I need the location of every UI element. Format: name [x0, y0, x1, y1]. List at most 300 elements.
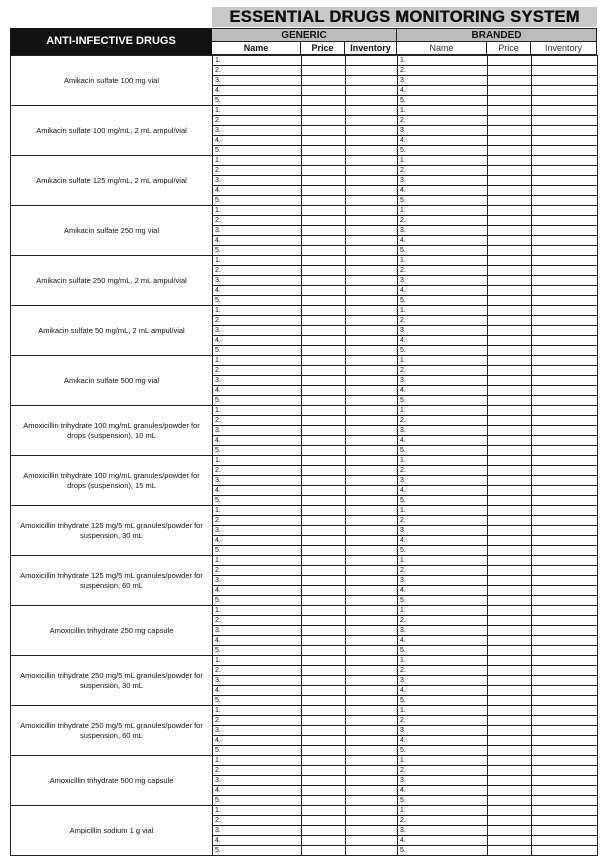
generic-name-cell: 1. [213, 206, 302, 216]
branded-name-cell: 1. [398, 256, 488, 266]
generic-price-cell [302, 346, 346, 356]
branded-price-cell [488, 516, 532, 526]
branded-inventory-cell [532, 586, 598, 596]
generic-price-cell [302, 696, 346, 706]
generic-price-cell [302, 366, 346, 376]
generic-inventory-cell [346, 376, 398, 386]
generic-inventory-cell [346, 276, 398, 286]
branded-inventory-cell [532, 286, 598, 296]
generic-price-cell [302, 386, 346, 396]
generic-price-cell [302, 546, 346, 556]
branded-price-cell [488, 556, 532, 566]
generic-inventory-cell [346, 446, 398, 456]
generic-price-cell [302, 176, 346, 186]
branded-name-cell: 5. [398, 446, 488, 456]
generic-inventory-cell [346, 126, 398, 136]
branded-inventory-cell [532, 376, 598, 386]
branded-inventory-cell [532, 406, 598, 416]
generic-inventory-cell [346, 216, 398, 226]
branded-price-cell [488, 526, 532, 536]
drug-name-cell: Amikacin sulfate 100 mg vial [11, 56, 213, 106]
branded-inventory-cell [532, 306, 598, 316]
generic-inventory-cell [346, 306, 398, 316]
branded-name-cell: 3. [398, 826, 488, 836]
branded-inventory-cell [532, 546, 598, 556]
generic-price-cell [302, 446, 346, 456]
generic-inventory-cell [346, 836, 398, 846]
generic-inventory-cell [346, 156, 398, 166]
branded-name-cell: 1. [398, 356, 488, 366]
generic-inventory-cell [346, 356, 398, 366]
drug-name-cell: Amoxicillin trihydrate 125 mg/5 mL granules/powder for suspension, 60 mL [11, 556, 213, 606]
branded-inventory-cell [532, 456, 598, 466]
branded-name-cell: 5. [398, 696, 488, 706]
branded-price-cell [488, 106, 532, 116]
branded-price-cell [488, 716, 532, 726]
branded-price-cell [488, 646, 532, 656]
table-row [11, 156, 598, 166]
branded-inventory-cell [532, 696, 598, 706]
generic-name-cell: 3. [213, 776, 302, 786]
generic-price-cell [302, 266, 346, 276]
generic-inventory-cell [346, 96, 398, 106]
branded-inventory-cell [532, 706, 598, 716]
drug-name-cell: Ampicillin sodium 1 g vial [11, 806, 213, 856]
generic-name-cell: 2. [213, 666, 302, 676]
generic-inventory-cell [346, 406, 398, 416]
generic-inventory-cell [346, 66, 398, 76]
branded-inventory-cell [532, 806, 598, 816]
table-row [11, 456, 598, 466]
branded-name-cell: 2. [398, 116, 488, 126]
branded-inventory-cell [532, 226, 598, 236]
branded-name-cell: 4. [398, 286, 488, 296]
branded-price-cell [488, 636, 532, 646]
branded-name-cell: 5. [398, 296, 488, 306]
generic-name-cell: 4. [213, 186, 302, 196]
branded-price-cell [488, 496, 532, 506]
generic-price-cell [302, 736, 346, 746]
branded-name-cell: 5. [398, 546, 488, 556]
generic-price-cell [302, 426, 346, 436]
branded-price-cell [488, 276, 532, 286]
generic-name-cell: 3. [213, 626, 302, 636]
generic-inventory-cell [346, 466, 398, 476]
form-title: ESSENTIAL DRUGS MONITORING SYSTEM [212, 7, 597, 27]
branded-price-cell [488, 96, 532, 106]
branded-name-cell: 4. [398, 686, 488, 696]
generic-price-cell [302, 246, 346, 256]
generic-name-cell: 4. [213, 686, 302, 696]
branded-inventory-cell [532, 316, 598, 326]
branded-name-cell: 1. [398, 606, 488, 616]
generic-price-cell [302, 596, 346, 606]
generic-name-cell: 3. [213, 576, 302, 586]
generic-name-cell: 5. [213, 196, 302, 206]
generic-price-cell [302, 146, 346, 156]
branded-name-cell: 1. [398, 56, 488, 66]
generic-name-cell: 4. [213, 436, 302, 446]
branded-inventory-cell [532, 656, 598, 666]
branded-price-cell [488, 166, 532, 176]
branded-price-cell [488, 536, 532, 546]
branded-name-cell: 3. [398, 76, 488, 86]
branded-name-cell: 4. [398, 486, 488, 496]
branded-inventory-cell [532, 276, 598, 286]
generic-price-cell [302, 656, 346, 666]
drug-name-cell: Amoxicillin trihydrate 500 mg capsule [11, 756, 213, 806]
branded-price-cell [488, 826, 532, 836]
branded-inventory-cell [532, 776, 598, 786]
generic-inventory-cell [346, 776, 398, 786]
branded-name-cell: 3. [398, 576, 488, 586]
generic-name-cell: 5. [213, 296, 302, 306]
generic-price-cell [302, 126, 346, 136]
generic-inventory-cell [346, 226, 398, 236]
generic-inventory-cell [346, 566, 398, 576]
generic-name-cell: 4. [213, 286, 302, 296]
generic-price-cell [302, 456, 346, 466]
branded-price-cell [488, 216, 532, 226]
branded-inventory-cell [532, 786, 598, 796]
branded-inventory-cell [532, 256, 598, 266]
branded-price-cell [488, 626, 532, 636]
branded-inventory-cell [532, 356, 598, 366]
branded-price-cell [488, 466, 532, 476]
generic-inventory-cell [346, 326, 398, 336]
generic-inventory-cell [346, 336, 398, 346]
branded-name-cell: 3. [398, 726, 488, 736]
branded-price-cell [488, 356, 532, 366]
branded-name-cell: 1. [398, 756, 488, 766]
generic-price-cell [302, 66, 346, 76]
generic-price-cell [302, 806, 346, 816]
branded-name-cell: 1. [398, 206, 488, 216]
generic-price-cell [302, 846, 346, 856]
generic-inventory-cell [346, 786, 398, 796]
generic-name-cell: 5. [213, 146, 302, 156]
branded-inventory-cell [532, 436, 598, 446]
generic-name-cell: 4. [213, 786, 302, 796]
table-row [11, 406, 598, 416]
branded-name-cell: 4. [398, 636, 488, 646]
branded-inventory-cell [532, 816, 598, 826]
branded-price-cell [488, 256, 532, 266]
drug-name-cell: Amikacin sulfate 125 mg/mL, 2 mL ampul/vial [11, 156, 213, 206]
branded-name-cell: 2. [398, 66, 488, 76]
branded-price-cell [488, 486, 532, 496]
branded-inventory-cell [532, 826, 598, 836]
branded-name-cell: 1. [398, 406, 488, 416]
branded-price-cell [488, 766, 532, 776]
table-row [11, 56, 598, 66]
branded-name-cell: 5. [398, 96, 488, 106]
generic-name-cell: 1. [213, 506, 302, 516]
generic-name-cell: 1. [213, 606, 302, 616]
generic-inventory-cell [346, 76, 398, 86]
branded-price-cell [488, 666, 532, 676]
generic-name-cell: 1. [213, 106, 302, 116]
generic-price-cell [302, 796, 346, 806]
branded-price-cell [488, 186, 532, 196]
branded-name-cell: 1. [398, 556, 488, 566]
branded-inventory-cell [532, 136, 598, 146]
branded-inventory-cell [532, 206, 598, 216]
generic-name-cell: 3. [213, 276, 302, 286]
generic-name-cell: 5. [213, 446, 302, 456]
generic-name-header: Name [212, 41, 301, 55]
branded-price-cell [488, 236, 532, 246]
branded-name-cell: 1. [398, 806, 488, 816]
generic-inventory-cell [346, 186, 398, 196]
generic-price-cell [302, 196, 346, 206]
branded-inventory-header: Inventory [531, 41, 597, 55]
generic-name-cell: 5. [213, 796, 302, 806]
generic-inventory-cell [346, 796, 398, 806]
branded-inventory-cell [532, 576, 598, 586]
branded-inventory-cell [532, 116, 598, 126]
branded-price-cell [488, 296, 532, 306]
generic-inventory-cell [346, 506, 398, 516]
generic-inventory-cell [346, 456, 398, 466]
generic-inventory-cell [346, 676, 398, 686]
generic-inventory-cell [346, 166, 398, 176]
branded-price-cell [488, 426, 532, 436]
branded-inventory-cell [532, 346, 598, 356]
branded-price-cell [488, 586, 532, 596]
generic-inventory-cell [346, 116, 398, 126]
branded-price-cell [488, 336, 532, 346]
generic-price-cell [302, 606, 346, 616]
generic-price-cell [302, 206, 346, 216]
drug-name-cell: Amikacin sulfate 50 mg/mL, 2 mL ampul/vial [11, 306, 213, 356]
generic-price-cell [302, 636, 346, 646]
generic-price-cell [302, 566, 346, 576]
generic-inventory-cell [346, 696, 398, 706]
generic-price-cell [302, 306, 346, 316]
generic-inventory-cell [346, 176, 398, 186]
branded-name-cell: 4. [398, 86, 488, 96]
generic-inventory-cell [346, 106, 398, 116]
branded-name-cell: 3. [398, 376, 488, 386]
generic-price-cell [302, 486, 346, 496]
branded-price-cell [488, 506, 532, 516]
branded-price-cell [488, 396, 532, 406]
generic-price-cell [302, 786, 346, 796]
branded-price-cell [488, 316, 532, 326]
branded-price-cell [488, 86, 532, 96]
generic-price-cell [302, 616, 346, 626]
branded-price-cell [488, 76, 532, 86]
generic-name-cell: 2. [213, 316, 302, 326]
generic-inventory-cell [346, 206, 398, 216]
generic-name-cell: 3. [213, 226, 302, 236]
generic-price-cell [302, 96, 346, 106]
branded-price-cell [488, 386, 532, 396]
generic-name-cell: 2. [213, 516, 302, 526]
generic-price-cell [302, 356, 346, 366]
branded-inventory-cell [532, 626, 598, 636]
generic-name-cell: 1. [213, 456, 302, 466]
generic-name-cell: 4. [213, 336, 302, 346]
generic-price-cell [302, 116, 346, 126]
branded-inventory-cell [532, 476, 598, 486]
generic-inventory-cell [346, 86, 398, 96]
branded-inventory-cell [532, 716, 598, 726]
branded-price-cell [488, 656, 532, 666]
generic-price-cell [302, 436, 346, 446]
branded-price-cell [488, 146, 532, 156]
drug-name-cell: Amoxicillin trihydrate 250 mg/5 mL granules/powder for suspension, 30 mL [11, 656, 213, 706]
branded-inventory-cell [532, 556, 598, 566]
generic-inventory-cell [346, 146, 398, 156]
generic-price-cell [302, 56, 346, 66]
branded-name-cell: 4. [398, 336, 488, 346]
branded-name-cell: 2. [398, 766, 488, 776]
branded-inventory-cell [532, 216, 598, 226]
generic-inventory-cell [346, 286, 398, 296]
generic-inventory-cell [346, 316, 398, 326]
branded-name-cell: 5. [398, 496, 488, 506]
branded-inventory-cell [532, 416, 598, 426]
branded-name-cell: 3. [398, 476, 488, 486]
branded-name-cell: 1. [398, 456, 488, 466]
branded-name-cell: 2. [398, 466, 488, 476]
branded-inventory-cell [532, 536, 598, 546]
generic-inventory-cell [346, 436, 398, 446]
branded-inventory-cell [532, 836, 598, 846]
branded-name-cell: 3. [398, 776, 488, 786]
branded-price-cell [488, 266, 532, 276]
generic-price-cell [302, 676, 346, 686]
generic-name-cell: 4. [213, 536, 302, 546]
generic-name-cell: 4. [213, 636, 302, 646]
generic-inventory-cell [346, 616, 398, 626]
branded-price-cell [488, 196, 532, 206]
generic-name-cell: 4. [213, 736, 302, 746]
branded-price-cell [488, 606, 532, 616]
drug-name-cell: Amoxicillin trihydrate 250 mg/5 mL granules/powder for suspension, 60 mL [11, 706, 213, 756]
branded-inventory-cell [532, 726, 598, 736]
table-row [11, 506, 598, 516]
generic-name-cell: 1. [213, 806, 302, 816]
branded-name-cell: 5. [398, 746, 488, 756]
branded-price-cell [488, 456, 532, 466]
generic-inventory-cell [346, 766, 398, 776]
generic-name-cell: 2. [213, 116, 302, 126]
generic-price-cell [302, 166, 346, 176]
generic-name-cell: 2. [213, 166, 302, 176]
branded-inventory-cell [532, 666, 598, 676]
generic-name-cell: 4. [213, 486, 302, 496]
branded-name-cell: 3. [398, 276, 488, 286]
branded-name-header: Name [397, 41, 487, 55]
generic-inventory-cell [346, 686, 398, 696]
branded-price-cell [488, 806, 532, 816]
generic-name-cell: 3. [213, 376, 302, 386]
branded-inventory-cell [532, 736, 598, 746]
generic-name-cell: 1. [213, 306, 302, 316]
generic-price-cell [302, 496, 346, 506]
branded-name-cell: 1. [398, 506, 488, 516]
table-row [11, 206, 598, 216]
branded-price-cell [488, 286, 532, 296]
branded-name-cell: 1. [398, 156, 488, 166]
branded-price-cell [488, 796, 532, 806]
branded-name-cell: 2. [398, 566, 488, 576]
branded-inventory-cell [532, 426, 598, 436]
generic-name-cell: 5. [213, 546, 302, 556]
generic-inventory-cell [346, 576, 398, 586]
branded-price-cell [488, 566, 532, 576]
branded-price-cell [488, 616, 532, 626]
branded-name-cell: 1. [398, 706, 488, 716]
branded-inventory-cell [532, 396, 598, 406]
generic-inventory-cell [346, 236, 398, 246]
generic-name-cell: 4. [213, 86, 302, 96]
generic-price-cell [302, 296, 346, 306]
branded-inventory-cell [532, 646, 598, 656]
branded-price-cell [488, 596, 532, 606]
branded-inventory-cell [532, 686, 598, 696]
branded-name-cell: 4. [398, 536, 488, 546]
branded-price-cell [488, 406, 532, 416]
generic-inventory-cell [346, 606, 398, 616]
generic-name-cell: 5. [213, 696, 302, 706]
branded-name-cell: 1. [398, 306, 488, 316]
branded-inventory-cell [532, 636, 598, 646]
branded-inventory-cell [532, 336, 598, 346]
generic-price-cell [302, 476, 346, 486]
branded-name-cell: 3. [398, 176, 488, 186]
generic-price-cell [302, 826, 346, 836]
branded-name-cell: 2. [398, 216, 488, 226]
table-row [11, 706, 598, 716]
branded-inventory-cell [532, 176, 598, 186]
generic-price-cell [302, 766, 346, 776]
branded-name-cell: 5. [398, 196, 488, 206]
branded-name-cell: 3. [398, 676, 488, 686]
branded-price-header: Price [487, 41, 531, 55]
branded-name-cell: 5. [398, 146, 488, 156]
branded-name-cell: 4. [398, 786, 488, 796]
generic-price-cell [302, 556, 346, 566]
branded-name-cell: 5. [398, 396, 488, 406]
branded-price-cell [488, 326, 532, 336]
branded-inventory-cell [532, 506, 598, 516]
branded-name-cell: 3. [398, 526, 488, 536]
generic-price-cell [302, 836, 346, 846]
branded-price-cell [488, 546, 532, 556]
generic-inventory-cell [346, 846, 398, 856]
branded-price-cell [488, 126, 532, 136]
branded-price-cell [488, 246, 532, 256]
branded-name-cell: 2. [398, 616, 488, 626]
branded-inventory-cell [532, 496, 598, 506]
generic-name-cell: 4. [213, 386, 302, 396]
generic-inventory-cell [346, 656, 398, 666]
generic-inventory-cell [346, 726, 398, 736]
branded-name-cell: 4. [398, 586, 488, 596]
drug-name-cell: Amikacin sulfate 500 mg vial [11, 356, 213, 406]
branded-name-cell: 5. [398, 796, 488, 806]
generic-name-cell: 5. [213, 396, 302, 406]
generic-name-cell: 5. [213, 96, 302, 106]
generic-name-cell: 5. [213, 646, 302, 656]
generic-name-cell: 2. [213, 416, 302, 426]
generic-price-cell [302, 776, 346, 786]
generic-name-cell: 5. [213, 596, 302, 606]
